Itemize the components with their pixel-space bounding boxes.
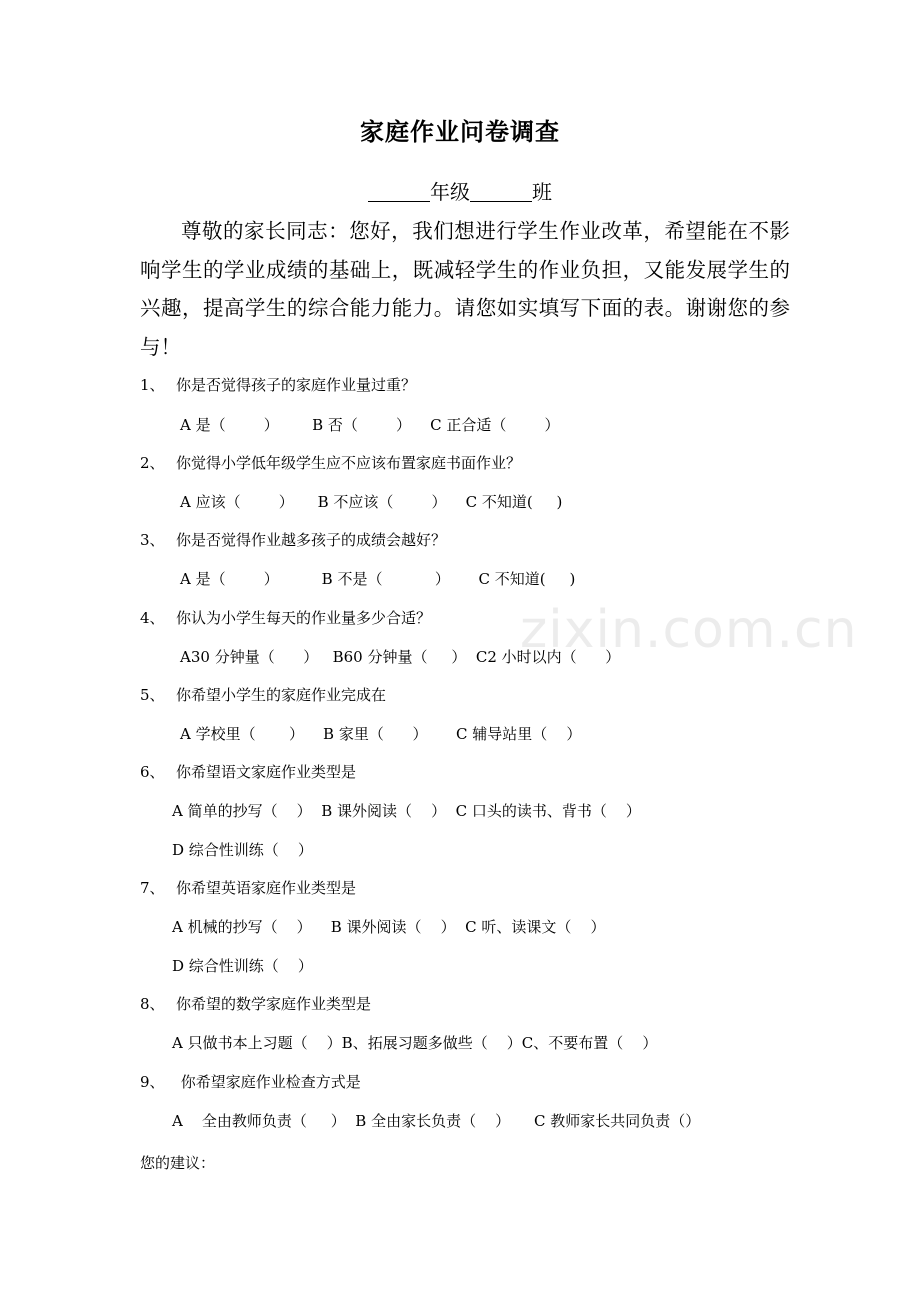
question-text: 你希望的数学家庭作业类型是 xyxy=(176,995,372,1013)
question-6-options[interactable]: A 简单的抄写（ ） B 课外阅读（ ） C 口头的读书、背书（ ） xyxy=(172,802,641,820)
question-number: 2、 xyxy=(140,454,165,472)
question-7-options[interactable]: A 机械的抄写（ ） B 课外阅读（ ） C 听、读课文（ ） xyxy=(172,918,606,936)
question-number: 1、 xyxy=(140,376,165,394)
question-text: 你认为小学生每天的作业量多少合适？ xyxy=(176,609,432,627)
question-number: 9、 xyxy=(140,1073,165,1091)
intro-paragraph: 尊敬的家长同志：您好，我们想进行学生作业改革，希望能在不影响学生的学业成绩的基础上，既减轻学生的作业负担，又能发展学生的兴趣，提高学生的综合能力能力。请您如实填写下面的表。谢谢您的参与！ xyxy=(140,219,790,359)
question-text: 你希望英语家庭作业类型是 xyxy=(176,879,357,897)
question-text: 你是否觉得孩子的家庭作业量过重？ xyxy=(176,376,417,394)
class-label: 班 xyxy=(532,180,552,204)
question-7-options[interactable]: D 综合性训练（ ） xyxy=(172,957,313,975)
watermark: zixin.com.cn xyxy=(520,600,858,660)
question-4-options[interactable]: A30 分钟量（ ） B60 分钟量（ ） C2 小时以内（ ） xyxy=(180,648,621,666)
question-5-options[interactable]: A 学校里（ ） B 家里（ ） C 辅导站里（ ） xyxy=(180,725,582,743)
grade-class-line xyxy=(0,176,920,205)
class-blank[interactable] xyxy=(470,181,532,202)
suggestion-label: 您的建议： xyxy=(140,1154,216,1172)
question-9-options[interactable]: A 全由教师负责（ ） B 全由家长负责（ ） C 教师家长共同负责（） xyxy=(172,1112,701,1130)
question-6-options[interactable]: D 综合性训练（ ） xyxy=(172,841,313,859)
question-4 xyxy=(140,607,431,628)
question-2 xyxy=(140,452,521,473)
question-5 xyxy=(140,684,386,705)
grade-blank[interactable] xyxy=(368,181,430,202)
question-6 xyxy=(140,761,356,782)
question-8-options[interactable]: A 只做书本上习题（ ）B、拓展习题多做些（ ）C、不要布置（ ） xyxy=(172,1034,658,1052)
question-8 xyxy=(140,993,371,1014)
question-7 xyxy=(140,877,356,898)
question-text: 你觉得小学低年级学生应不应该布置家庭书面作业？ xyxy=(176,454,522,472)
grade-label: 年级 xyxy=(430,180,470,204)
question-1-options[interactable]: A 是（ ） B 否（ ） C 正合适（ ） xyxy=(180,416,560,434)
question-number: 6、 xyxy=(140,763,165,781)
question-number: 3、 xyxy=(140,531,165,549)
question-3-options[interactable]: A 是（ ） B 不是（ ） C 不知道( ) xyxy=(180,570,576,588)
question-number: 7、 xyxy=(140,879,165,897)
question-1 xyxy=(140,374,416,395)
question-2-options[interactable]: A 应该（ ） B 不应该（ ） C 不知道( ) xyxy=(180,493,563,511)
page-title: 家庭作业问卷调查 xyxy=(360,117,560,146)
question-9 xyxy=(140,1071,361,1092)
question-text: 你是否觉得作业越多孩子的成绩会越好？ xyxy=(176,531,447,549)
question-number: 5、 xyxy=(140,686,165,704)
question-number: 8、 xyxy=(140,995,165,1013)
question-text: 你希望家庭作业检查方式是 xyxy=(176,1073,361,1091)
question-number: 4、 xyxy=(140,609,165,627)
question-text: 你希望语文家庭作业类型是 xyxy=(176,763,357,781)
question-3 xyxy=(140,529,446,550)
question-text: 你希望小学生的家庭作业完成在 xyxy=(176,686,387,704)
